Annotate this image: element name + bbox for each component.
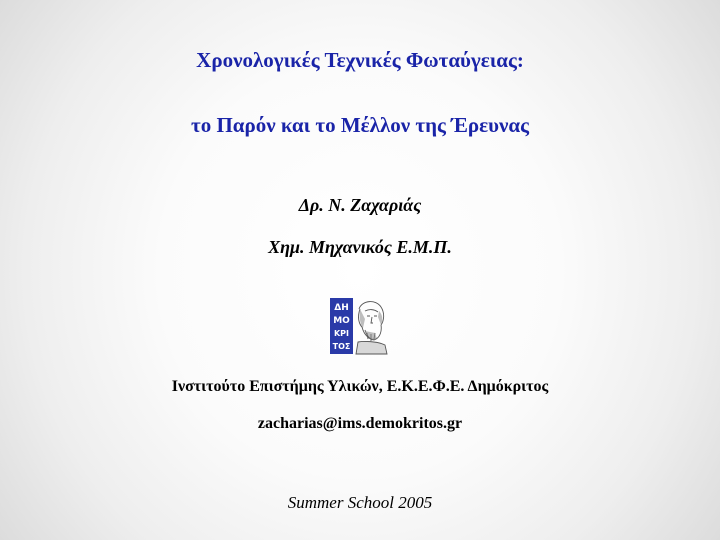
- author-role: Χημ. Μηχανικός Ε.Μ.Π.: [268, 237, 452, 257]
- author-email: zacharias@ims.demokritos.gr: [257, 415, 463, 432]
- slide-title-line-2: το Παρόν και το Μέλλον της Έρευνας: [191, 113, 529, 137]
- svg-text:ΚΡΙ: ΚΡΙ: [333, 329, 350, 338]
- author-name: Δρ. Ν. Ζαχαριάς: [298, 195, 422, 215]
- demokritos-logo-icon: [329, 297, 389, 355]
- institute-affiliation: Ινστιτούτο Επιστήμης Υλικών, Ε.Κ.Ε.Φ.Ε. Δημόκριτος: [171, 378, 549, 395]
- slide-title-line-1: Χρονολογικές Τεχνικές Φωταύγειας:: [196, 48, 524, 72]
- svg-text:ΤΟΣ: ΤΟΣ: [332, 342, 351, 351]
- svg-text:ΔΗ: ΔΗ: [334, 303, 349, 313]
- svg-text:ΜΟ: ΜΟ: [333, 316, 350, 326]
- event-name: Summer School 2005: [287, 493, 433, 512]
